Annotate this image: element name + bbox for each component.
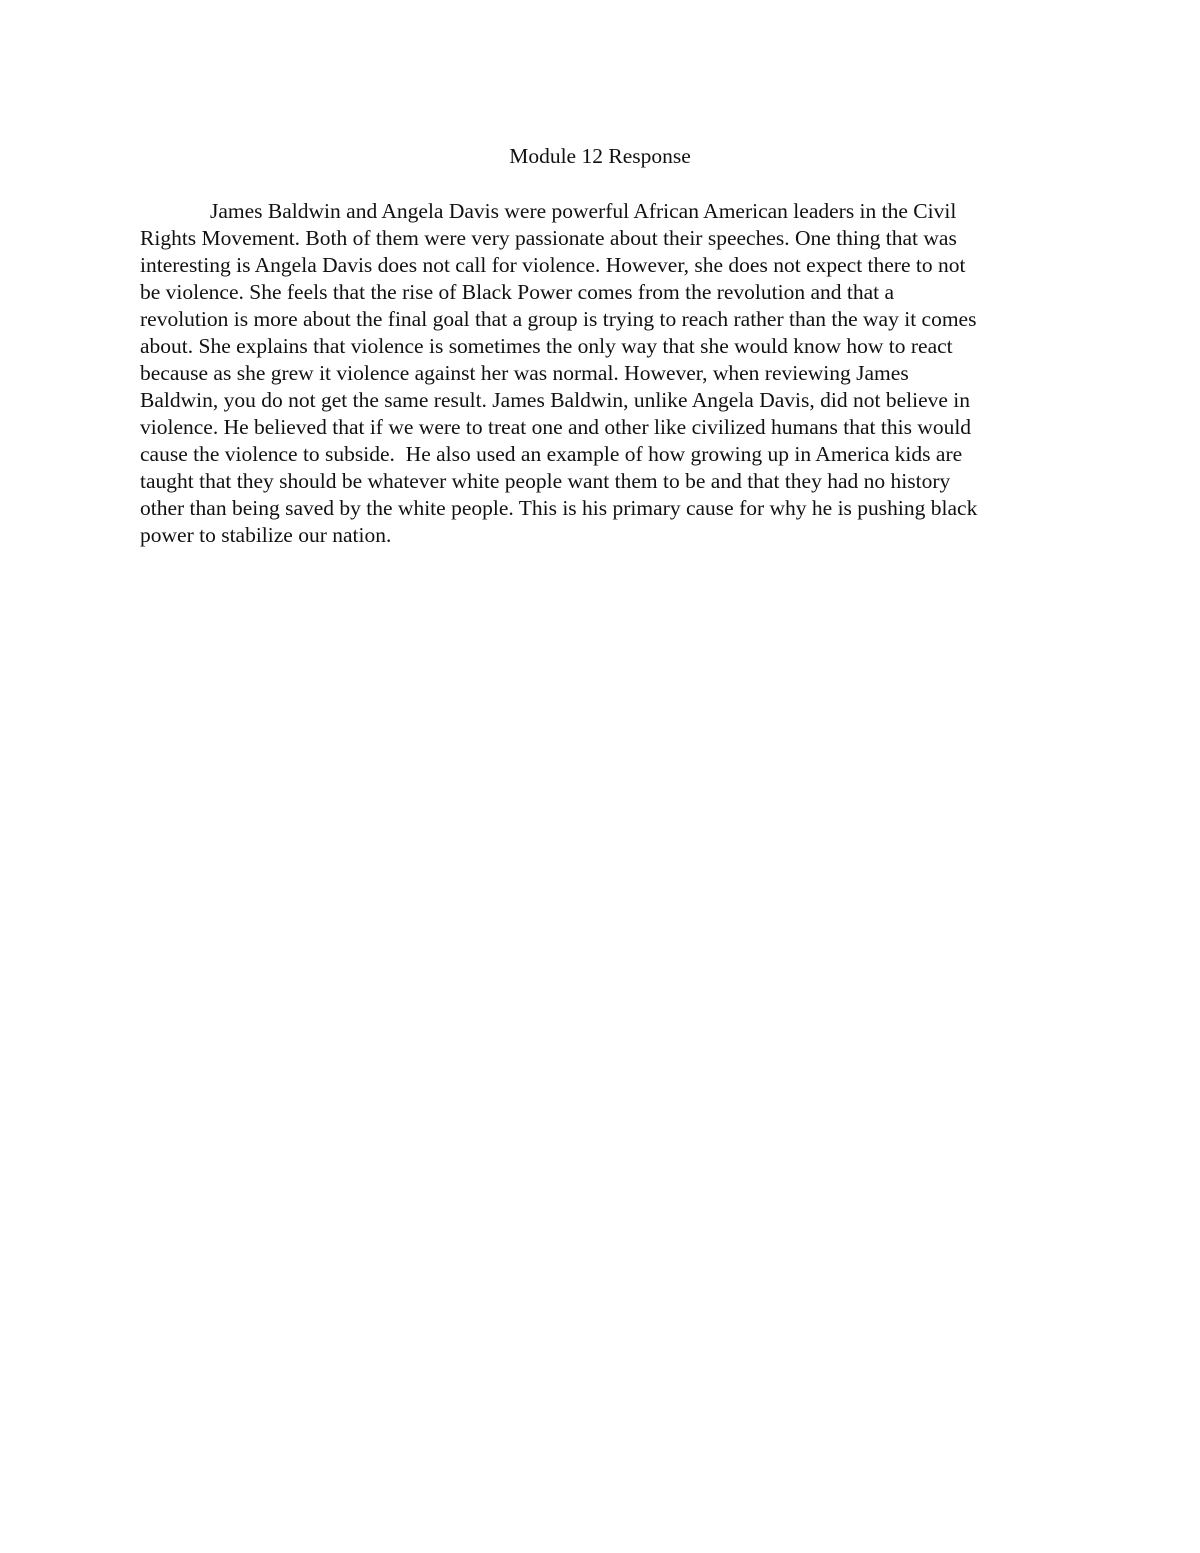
paragraph-line: power to stabilize our nation. xyxy=(140,523,392,547)
document-title: Module 12 Response xyxy=(509,144,691,168)
paragraph-line: James Baldwin and Angela Davis were powerful African American leaders in the Civil xyxy=(210,199,957,223)
paragraph-line: Baldwin, you do not get the same result. James Baldwin, unlike Angela Davis, did not believe in xyxy=(140,388,970,412)
paragraph-line: about. She explains that violence is sometimes the only way that she would know how to react xyxy=(140,334,953,358)
paragraph-line: revolution is more about the final goal that a group is trying to reach rather than the way it comes xyxy=(140,307,977,331)
paragraph-line: Rights Movement. Both of them were very passionate about their speeches. One thing that was xyxy=(140,226,957,250)
paragraph-line: taught that they should be whatever white people want them to be and that they had no history xyxy=(140,469,951,493)
paragraph-line: violence. He believed that if we were to treat one and other like civilized humans that this would xyxy=(140,415,972,439)
paragraph-line: other than being saved by the white people. This is his primary cause for why he is pushing black xyxy=(140,496,978,520)
paragraph-line: be violence. She feels that the rise of Black Power comes from the revolution and that a xyxy=(140,280,895,304)
paragraph-line: cause the violence to subside. He also used an example of how growing up in America kids are xyxy=(140,442,963,466)
response-paragraph xyxy=(140,198,1070,549)
paragraph-line: because as she grew it violence against her was normal. However, when reviewing James xyxy=(140,361,909,385)
paragraph-line: interesting is Angela Davis does not call for violence. However, she does not expect there to not xyxy=(140,253,966,277)
